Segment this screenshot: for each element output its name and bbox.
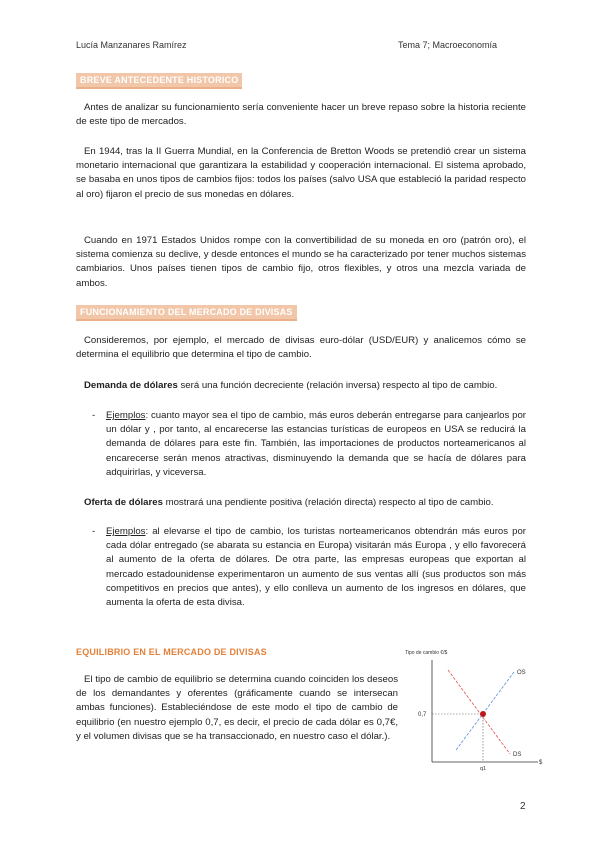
paragraph-bretton-woods: En 1944, tras la II Guerra Mundial, en la Conferencia de Bretton Woods se pretendió crear un sistema monetario internacional que garantizara la estabilidad y cooperación internacional. El sistema aprobado, se basaba en unos tipos de cambios fijos: todos los países (salvo USA que estableció la paridad respecto al oro) fijaron el precio de sus monedas en dólares. — [76, 146, 526, 200]
paragraph-consider: Consideremos, por ejemplo, el mercado de divisas euro-dólar (USD/EUR) y analicemos cómo se determina el equilibrio que determina el tipo de cambio. — [76, 335, 526, 361]
demand-term: Demanda de dólares — [84, 380, 178, 391]
section-heading-functioning: FUNCIONAMIENTO DEL MERCADO DE DIVISAS — [76, 305, 297, 321]
section-heading-equilibrium: EQUILIBRIO EN EL MERCADO DE DIVISAS — [76, 647, 267, 657]
series-line-ds — [448, 670, 510, 754]
series-line-os — [456, 672, 514, 750]
demand-example-label: Ejemplos — [106, 410, 146, 421]
header-topic: Tema 7; Macroeconomía — [398, 40, 498, 50]
supply-example-label: Ejemplos — [106, 526, 146, 537]
paragraph-intro: Antes de analizar su funcionamiento sería conveniente hacer un breve repaso sobre la historia reciente de este tipo de mercados. — [76, 102, 526, 128]
paragraph-1971: Cuando en 1971 Estados Unidos rompe con la convertibilidad de su moneda en oro (patrón oro), el sistema comienza su declive, y desde entonces el mundo se ha caracterizado por tener muchos sistemas cambiarios. Unos países tienen tipos de cambio fijo, otros flexibles, y otros una mezcla variada de ambos. — [76, 235, 526, 289]
demand-text: será una función decreciente (relación inversa) respecto al tipo de cambio. — [177, 380, 498, 391]
demand-example-text: : cuanto mayor sea el tipo de cambio, más euros deberán entregarse para canjearlos por un dólar y , por tanto, al encarecerse las estancias turísticas de europeos en USA se reducirá la demanda de dólares para este fin. También, las importaciones de productos norteamericanos al encarecerse serán menos atractivas, disminuyendo la demanda que se hacía de dólares para adquirirlas, y viceversa. — [106, 410, 526, 478]
paragraph-supply — [76, 496, 526, 510]
section-heading-history: BREVE ANTECEDENTE HISTORICO — [76, 73, 242, 89]
paragraph-equilibrium: El tipo de cambio de equilibrio se determina cuando coinciden los deseos de los demandantes y oferentes (gráficamente cuando se intersecan ambas funciones). Estableciéndose de este modo el tipo de cambio de equilibrio (en nuestro ejemplo 0,7, es decir, el precio de cada dólar es 0,7€, y el volumen divisas que se ha transaccionado, en nuestro caso el dólar.). — [76, 674, 398, 742]
equilibrium-point — [480, 711, 486, 717]
series-label-os: OS — [517, 670, 526, 676]
supply-example: - Ejemplos: al elevarse el tipo de cambio, los turistas norteamericanos obtendrán más euros por cada dólar entregado (se abarata su estancia en Europa) visitarán más Europa , y ello favorecerá al aumento de la oferta de dólares. De otra parte, las empresas europeas que exportan al mercado estadounidense experimentaron un aumento de sus ventas allí (sus productos son más competitivos en precios que antes), y ello conlleva un aumento de los ingresos en dólares, que aumenta la oferta de esta divisa. — [92, 526, 526, 609]
chart-y-axis-label: Tipo de cambio €/$ — [405, 650, 448, 656]
supply-example-text: : al elevarse el tipo de cambio, los turistas norteamericanos obtendrán más euros por cada dólar entregado (se abarata su estancia en Europa) visitarán más Europa , y ello favorecerá al aumento de la oferta de dólares. De otra parte, las empresas europeas que exportan al mercado estadounidense experimentaron un aumento de sus ventas allí (sus productos son más competitivos en precios que antes), y ello conlleva un aumento de los ingresos en dólares, que aumenta la oferta de esta divisa. — [106, 526, 526, 609]
supply-term: Oferta de dólares — [84, 497, 163, 508]
chart-y-tick-label: 0,7 — [418, 712, 427, 718]
series-label-ds: DS — [513, 752, 522, 758]
chart-x-axis-label: $ — [539, 760, 543, 766]
equilibrium-chart — [402, 646, 548, 774]
demand-example: - Ejemplos: cuanto mayor sea el tipo de cambio, más euros deberán entregarse para canjearlos por un dólar y , por tanto, al encarecerse las estancias turísticas de europeos en USA se reducirá la demanda de dólares para este fin. También, las importaciones de productos norteamericanos al encarecerse serán menos atractivas, disminuyendo la demanda que se hacía de dólares para adquirirlas, y viceversa. — [92, 410, 526, 478]
supply-text: mostrará una pendiente positiva (relación directa) respecto al tipo de cambio. — [162, 497, 494, 508]
page-number: 2 — [520, 801, 526, 812]
paragraph-demand — [76, 379, 526, 393]
header-author: Lucía Manzanares Ramírez — [76, 40, 187, 50]
chart-x-tick-label: q1 — [480, 766, 487, 772]
